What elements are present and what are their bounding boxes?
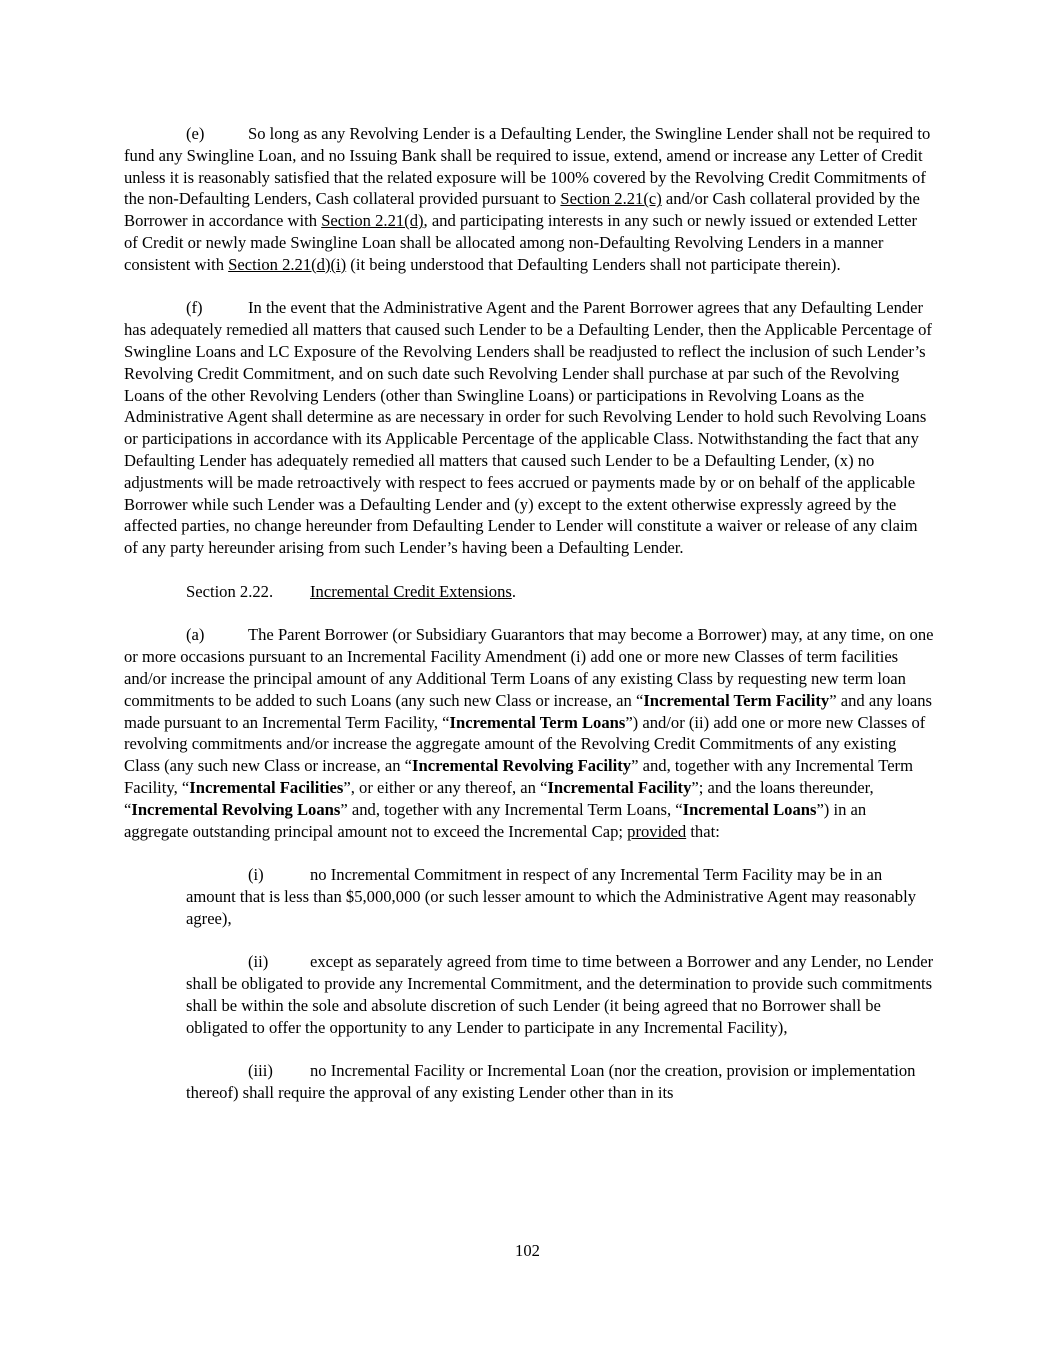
section-heading: Section 2.22. Incremental Credit Extensions. <box>186 581 516 601</box>
section-reference: Section 2.21(d)(i) <box>228 254 347 274</box>
subparagraph-ii: (ii) except as separately agreed from time to time between a Borrower and any Lender, no Lender shall be obligated to provide any Incremental Commitment, and the determination to provide such commitments shall be within the sole and absolute discretion of such Lender (it being agreed that no Borrower shall be obligated to offer the opportunity to any Lender to participate in any Incremental Facility), <box>186 952 934 1037</box>
defined-term: Incremental Revolving Facility <box>412 756 632 776</box>
defined-term: Incremental Term Facility <box>643 690 830 710</box>
subparagraph-label: (i) <box>248 865 264 885</box>
section-reference: Section 2.21(d) <box>321 211 424 231</box>
paragraph-f: (f) In the event that the Administrative Agent and the Parent Borrower agrees that any Defaulting Lender has adequately remedied all matters that caused such Lender to be a Defaulting Lender, then the Applicable Percentage of Swingline Loans and LC Exposure of the Revolving Lenders shall be readjusted to reflect the inclusion of such Lender’s Revolving Credit Commitment, and on such date such Revolving Lender shall purchase at par such of the Revolving Loans of the other Revolving Lenders (other than Swingline Loans) or participations in Revolving Loans as the Administrative Agent shall determine as are necessary in order for such Revolving Lender to hold such Revolving Loans or participations in accordance with its Applicable Percentage of the applicable Class. Notwithstanding the fact that any Defaulting Lender has adequately remedied all matters that caused such Lender to be a Defaulting Lender, (x) no adjustments will be made retroactively with respect to fees accrued or payments made by or on behalf of the applicable Borrower while such Lender was a Defaulting Lender and (y) except to the extent otherwise expressly agreed by the affected parties, no change hereunder from Defaulting Lender to Lender will constitute a waiver or release of any claim of any party hereunder arising from such Lender’s having been a Defaulting Lender. <box>124 298 932 558</box>
defined-term: Incremental Facility <box>547 777 692 797</box>
subparagraph-label: (iii) <box>248 1061 273 1081</box>
paragraph-label: (a) <box>186 625 205 645</box>
defined-term: Incremental Revolving Loans <box>131 799 341 819</box>
paragraph-e: (e) So long as any Revolving Lender is a Defaulting Lender, the Swingline Lender shall not be required to fund any Swingline Loan, and no Issuing Bank shall be required to issue, extend, amend or increase any Letter of Credit unless it is reasonably satisfied that the related exposure will be 100% covered by the Revolving Credit Commitments of the non-Defaulting Lenders, Cash collateral provided pursuant to Section 2.21(c) and/or Cash collateral provided by the Borrower in accordance with Section 2.21(d), and participating interests in any such or newly issued or extended Letter of Credit or newly made Swingline Loan shall be allocated among non-Defaulting Revolving Lenders in a manner consistent with Section 2.21(d)(i) (it being understood that Defaulting Lenders shall not participate therein). <box>124 124 931 274</box>
subparagraph-label: (ii) <box>248 952 269 972</box>
paragraph-label: (e) <box>186 124 205 143</box>
provided-term: provided <box>627 821 687 841</box>
defined-term: Incremental Facilities <box>189 777 344 797</box>
defined-term: Incremental Loans <box>682 799 817 819</box>
document-page <box>124 123 934 1104</box>
subparagraph-i: (i) no Incremental Commitment in respect of any Incremental Term Facility may be in an amount that is less than $5,000,000 (or such lesser amount to which the Administrative Agent may reasonably agree), <box>186 865 916 928</box>
section-number: Section 2.22. <box>186 581 274 601</box>
paragraph-a: (a) The Parent Borrower (or Subsidiary Guarantors that may become a Borrower) may, at any time, on one or more occasions pursuant to an Incremental Facility Amendment (i) add one or more new Classes of term facilities and/or increase the principal amount of any Additional Term Loans of any existing Class by requesting new term loan commitments to be added to such Loans (any such new Class or increase, an “Incremental Term Facility” and any loans made pursuant to an Incremental Term Facility, “Incremental Term Loans”) and/or (ii) add one or more new Classes of revolving commitments and/or increase the aggregate amount of the Revolving Credit Commitments of any existing Class (any such new Class or increase, an “Incremental Revolving Facility” and, together with any Incremental Term Facility, “Incremental Facilities”, or either or any thereof, an “Incremental Facility”; and the loans thereunder, “Incremental Revolving Loans” and, together with any Incremental Term Loans, “Incremental Loans”) in an aggregate outstanding principal amount not to exceed the Incremental Cap; provided that: <box>124 625 934 841</box>
section-title: Incremental Credit Extensions <box>310 581 512 601</box>
defined-term: Incremental Term Loans <box>449 712 626 732</box>
subparagraph-iii: (iii) no Incremental Facility or Incremental Loan (nor the creation, provision or implementation thereof) shall require the approval of any existing Lender other than in its <box>186 1061 916 1103</box>
paragraph-label: (f) <box>186 298 203 318</box>
section-reference: Section 2.21(c) <box>560 189 662 209</box>
page-number: 102 <box>515 1241 540 1260</box>
